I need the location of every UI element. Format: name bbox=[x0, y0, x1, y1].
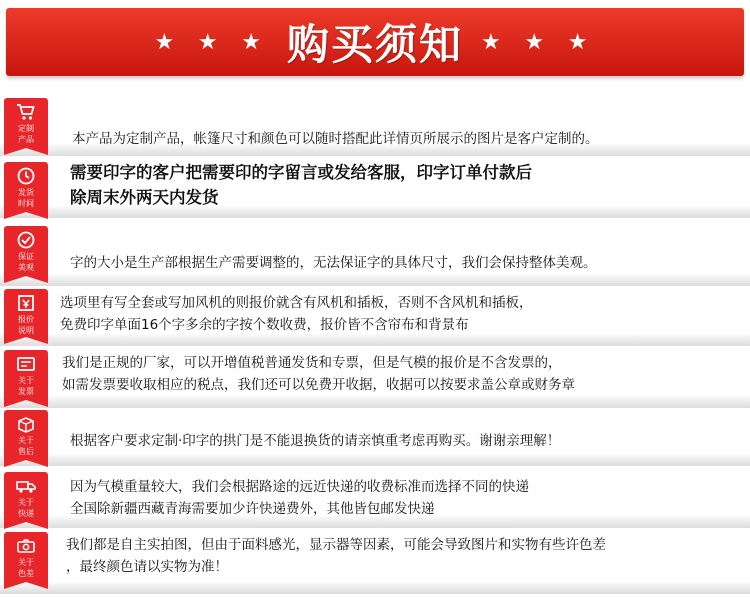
badge-label-1: 关于 bbox=[18, 376, 34, 385]
notice-row-appearance bbox=[0, 218, 750, 286]
badge-label-1: 关于 bbox=[18, 558, 34, 567]
row-divider bbox=[0, 274, 750, 286]
notice-text-line: 我们是正规的厂家，可以开增值税普通发货和专票，但是气模的报价是不含发票的， bbox=[62, 355, 562, 371]
notice-text-line: 根据客户要求定制·印字的拱门是不能退换货的请亲慎重考虑再购买。谢谢亲理解！ bbox=[70, 433, 561, 449]
notice-text-line: 如需发票要收取相应的税点，我们还可以免费开收据，收据可以按要求盖公章或财务章 bbox=[62, 377, 575, 393]
badge-label-1: 报价 bbox=[18, 315, 34, 324]
stars-right: ★ ★ ★ bbox=[481, 29, 596, 55]
badge-label-1: 定制 bbox=[18, 124, 34, 133]
notice-row-invoice bbox=[0, 346, 750, 408]
row-divider bbox=[0, 396, 750, 408]
badge-label-1: 发货 bbox=[18, 188, 34, 197]
row-divider bbox=[0, 454, 750, 466]
badge-shipping-time bbox=[4, 162, 48, 212]
stars-left: ★ ★ ★ bbox=[154, 29, 269, 55]
notice-text-line: 免费印字单面16个字多余的字按个数收费，报价皆不含帘布和背景布 bbox=[60, 317, 469, 333]
notice-row-pricing bbox=[0, 286, 750, 346]
badge-label-2: 时间 bbox=[18, 199, 34, 208]
notice-text-line: 选项里有写全套或写加风机的则报价就含有风机和插板，否则不含风机和插板， bbox=[60, 295, 533, 311]
badge-label-2: 发票 bbox=[18, 387, 34, 396]
invoice-icon bbox=[16, 355, 36, 373]
return-box-icon bbox=[16, 415, 36, 433]
badge-color-difference bbox=[4, 532, 48, 582]
notice-text-line: 本产品为定制产品，帐篷尺寸和颜色可以随时搭配此详情页所展示的图片是客户定制的。 bbox=[72, 131, 599, 147]
badge-invoice bbox=[4, 350, 48, 400]
notice-text-line: 因为气模重量较大，我们会根据路途的远近快递的收费标准而选择不同的快递 bbox=[70, 479, 529, 495]
price-tag-icon bbox=[16, 294, 36, 312]
notice-row-color-difference bbox=[0, 528, 750, 594]
truck-icon bbox=[16, 477, 36, 495]
notice-text-line: 全国除新疆西藏青海需要加少许快递费外，其他皆包邮发快递 bbox=[70, 501, 435, 517]
badge-delivery bbox=[4, 472, 48, 522]
badge-label-2: 色差 bbox=[18, 569, 34, 578]
notice-row-after-sales bbox=[0, 408, 750, 466]
header-banner bbox=[6, 8, 744, 76]
row-divider bbox=[0, 582, 750, 594]
shopping-cart-icon bbox=[16, 103, 36, 121]
badge-custom-product bbox=[4, 98, 48, 148]
badge-pricing bbox=[4, 289, 48, 337]
badge-label-1: 关于 bbox=[18, 436, 34, 445]
badge-label-2: 美观 bbox=[18, 263, 34, 272]
badge-label-1: 关于 bbox=[18, 498, 34, 507]
badge-appearance bbox=[4, 226, 48, 276]
notice-text-line: 字的大小是生产部根据生产需要调整的，无法保证字的具体尺寸，我们会保持整体美观。 bbox=[70, 255, 597, 271]
notice-row-delivery bbox=[0, 466, 750, 528]
clock-icon bbox=[16, 167, 36, 185]
notice-row-custom-product bbox=[0, 90, 750, 156]
notice-text-line: 除周末外两天内发货 bbox=[70, 188, 219, 207]
checkmark-circle-icon bbox=[16, 231, 36, 249]
badge-after-sales bbox=[4, 410, 48, 460]
notice-text-line: 需要印字的客户把需要印的字留言或发给客服，印字订单付款后 bbox=[70, 163, 532, 182]
notice-text-line: 我们都是自主实拍图，但由于面料感光，显示器等因素，可能会导致图片和实物有些许色差 bbox=[66, 537, 606, 553]
badge-label-2: 快递 bbox=[18, 509, 34, 518]
badge-label-2: 产品 bbox=[18, 135, 34, 144]
badge-label-2: 说明 bbox=[18, 326, 34, 335]
notice-text-line: ，最终颜色请以实物为准！ bbox=[66, 559, 228, 575]
notice-row-shipping-time bbox=[0, 156, 750, 218]
badge-label-1: 保证 bbox=[18, 252, 34, 261]
camera-icon bbox=[16, 537, 36, 555]
page-title: 购买须知 bbox=[286, 20, 463, 69]
badge-label-2: 售后 bbox=[18, 447, 34, 456]
